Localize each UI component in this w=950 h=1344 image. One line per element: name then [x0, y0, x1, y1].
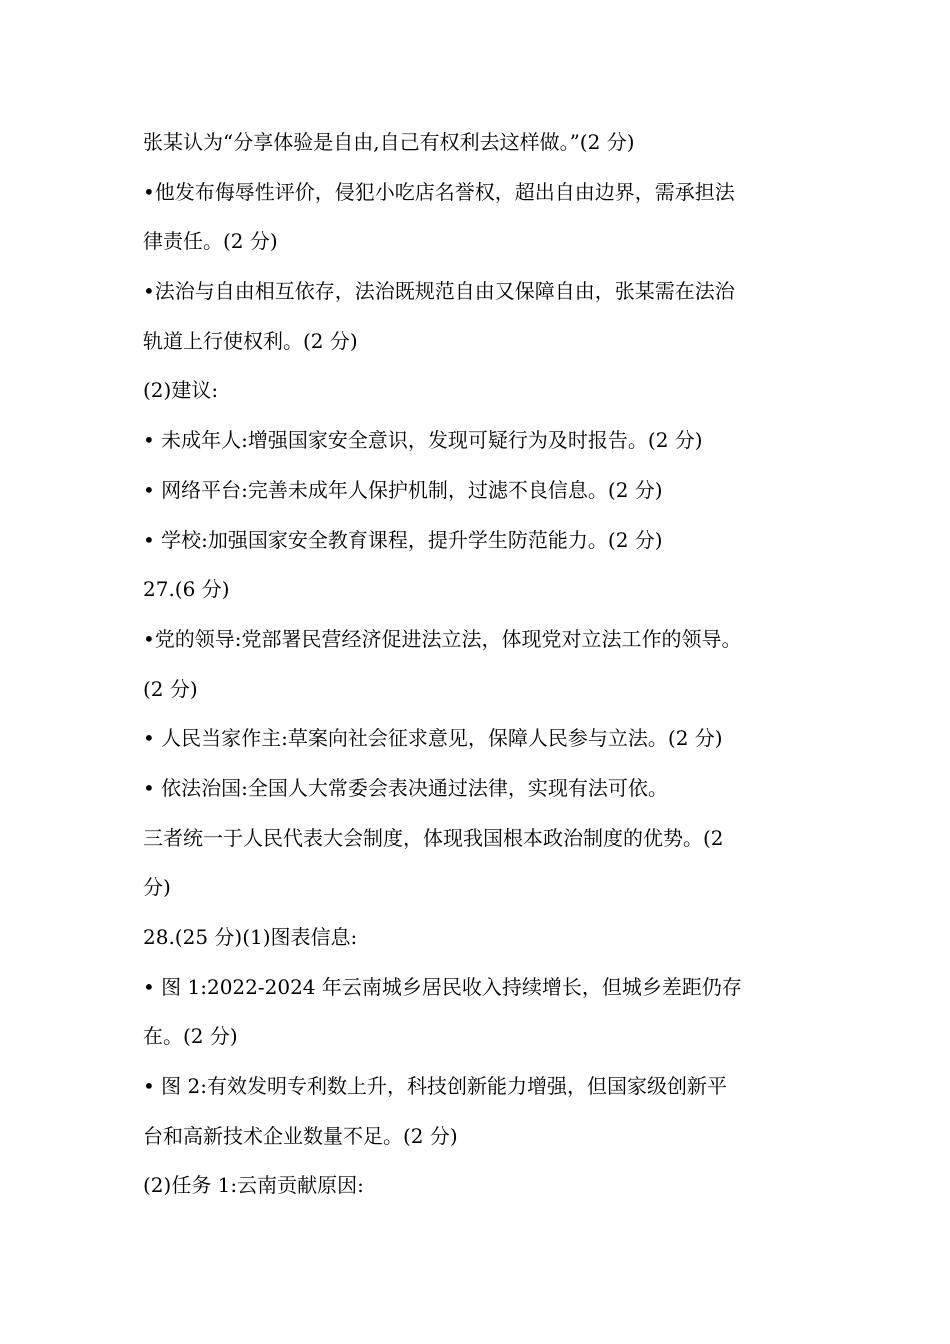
text-line: (2)任务 1:云南贡献原因:	[143, 1173, 364, 1198]
text-line: •法治与自由相互依存，法治既规范自由又保障自由，张某需在法治	[143, 279, 735, 304]
text-line: (2 分)	[143, 676, 198, 701]
text-line: 张某认为“分享体验是自由,自己有权利去这样做。”(2 分)	[143, 130, 635, 154]
text-line: 27.(6 分)	[143, 577, 230, 602]
text-line: • 图 1:2022-2024 年云南城乡居民收入持续增长，但城乡差距仍存	[143, 974, 742, 999]
text-line: • 人民当家作主:草案向社会征求意见，保障人民参与立法。(2 分)	[143, 726, 723, 751]
document-body	[143, 118, 823, 1211]
text-line: 28.(25 分)(1)图表信息:	[143, 925, 358, 949]
text-line: 轨道上行使权利。(2 分)	[143, 328, 358, 353]
text-line: • 依法治国:全国人大常委会表决通过法律，实现有法可依。	[143, 775, 668, 800]
text-line: 台和高新技术企业数量不足。(2 分)	[143, 1123, 458, 1148]
text-line: 律责任。(2 分)	[143, 229, 278, 254]
text-line: •党的领导:党部署民营经济促进法立法，体现党对立法工作的领导。	[143, 626, 742, 651]
text-line: (2)建议:	[143, 378, 219, 403]
text-line: • 学校:加强国家安全教育课程，提升学生防范能力。(2 分)	[143, 527, 663, 552]
text-line: • 未成年人:增强国家安全意识，发现可疑行为及时报告。(2 分)	[143, 428, 703, 453]
text-line: • 网络平台:完善未成年人保护机制，过滤不良信息。(2 分)	[143, 477, 663, 502]
text-line: • 图 2:有效发明专利数上升，科技创新能力增强，但国家级创新平	[143, 1074, 727, 1099]
text-line: 三者统一于人民代表大会制度，体现我国根本政治制度的优势。(2	[143, 825, 724, 850]
text-line: •他发布侮辱性评价，侵犯小吃店名誉权，超出自由边界，需承担法	[143, 179, 735, 204]
text-line: 在。(2 分)	[143, 1024, 238, 1049]
text-line: 分)	[143, 875, 171, 900]
